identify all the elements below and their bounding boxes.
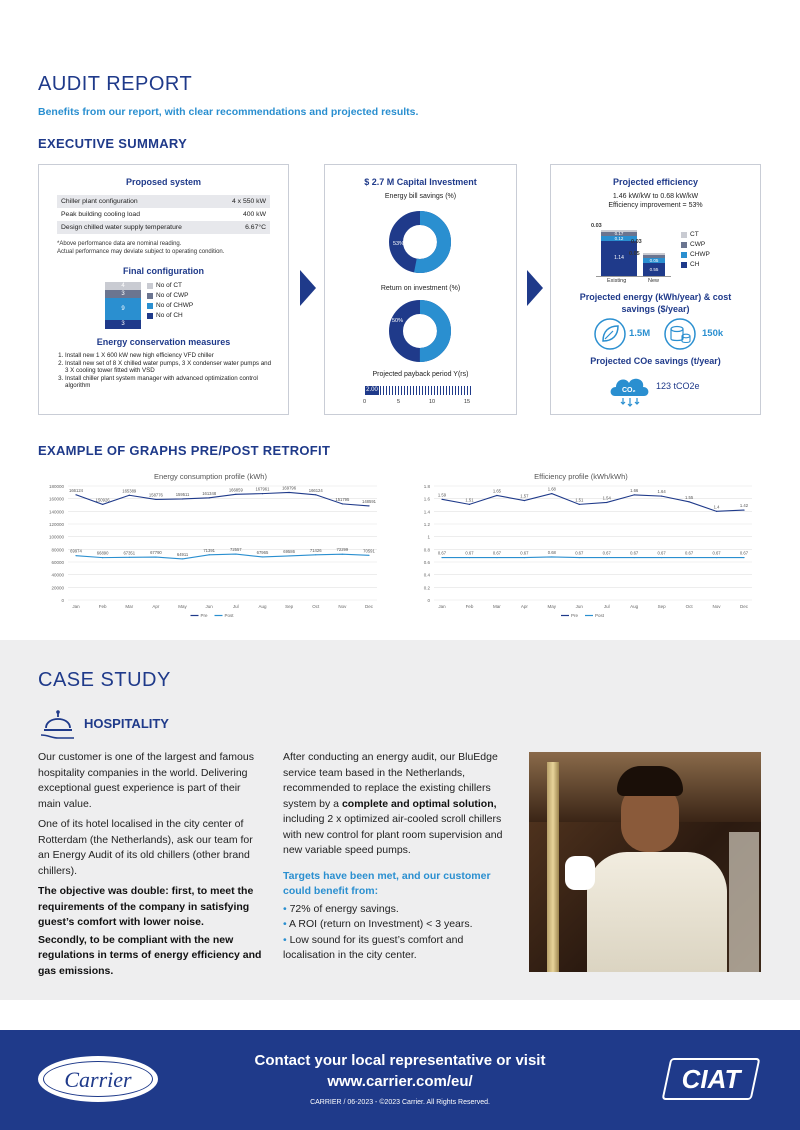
x-tick-label: Jun	[575, 604, 583, 609]
data-point	[441, 499, 442, 500]
x-tick-label: Jan	[72, 604, 80, 609]
data-point	[469, 557, 470, 558]
targets-list	[283, 902, 515, 964]
legend-item: CT	[681, 231, 710, 238]
data-point	[368, 555, 369, 556]
y-tick-label: 0	[61, 598, 64, 603]
data-point	[235, 553, 236, 554]
legend-item: CHWP	[681, 251, 710, 258]
data-label: 1.57	[520, 493, 529, 499]
list-item: • 72% of energy savings.	[283, 902, 515, 918]
ecm-item: 1. Install new 1 X 600 kW new high efficiency VFD chiller	[65, 352, 274, 360]
stack-cwp: 3	[105, 290, 141, 298]
data-label: 66890	[96, 550, 109, 556]
legend-label: Post	[595, 613, 605, 618]
y-tick-label: 0.6	[423, 560, 430, 565]
data-label: 67790	[150, 550, 162, 556]
data-point	[155, 556, 156, 557]
targets-heading: Targets have been met, and our customer could benefit from:	[283, 869, 491, 897]
legend-item: CWP	[681, 241, 710, 248]
axis-line	[596, 276, 671, 277]
arrow-right-icon	[527, 270, 543, 306]
efficiency-line2: Efficiency improvement = 53%	[608, 202, 703, 209]
energy-consumption-chart	[38, 470, 383, 622]
data-point	[342, 503, 343, 504]
data-point	[688, 501, 689, 502]
data-label: 70591	[363, 548, 375, 554]
data-point	[235, 494, 236, 495]
y-tick-label: 40000	[51, 572, 64, 578]
x-tick-label: Nov	[338, 604, 347, 609]
case-paragraph: One of its hotel localised in the city center of Rotterdam (the Netherlands), ask our team for an Energy Audit of its old chillers (other brand chillers).	[38, 818, 253, 877]
case-paragraph: Our customer is one of the largest and famous hospitality companies in the world. Delivering exceptional guest experience is part of their main value.	[38, 751, 254, 810]
payback-label: Projected payback period Y(rs)	[372, 371, 469, 378]
coins-icon	[663, 317, 697, 351]
investment-panel	[324, 164, 517, 415]
data-label: 72299	[336, 547, 349, 553]
y-tick-label: 0.8	[423, 547, 430, 553]
data-point	[743, 509, 744, 510]
y-tick-label: 1.8	[423, 484, 430, 489]
data-label: 64911	[176, 551, 189, 557]
series-line-pre	[76, 492, 369, 505]
data-point	[129, 495, 130, 496]
x-tick-label: Feb	[98, 604, 107, 609]
data-point	[182, 498, 183, 499]
new-label: New	[648, 278, 660, 284]
spec-row: Design chilled water supply temperature 6.67°C	[57, 221, 270, 234]
performance-note: *Above performance data are nominal reading. Actual performance may deviate subject to operating condition.	[57, 241, 225, 255]
proposed-system-title: Proposed system	[125, 177, 202, 187]
data-label: 1.64	[657, 489, 666, 495]
data-label: 1.66	[630, 487, 639, 493]
x-tick-label: Sep	[657, 604, 666, 609]
data-label: 0.67	[739, 550, 749, 556]
data-label: 161348	[202, 490, 217, 496]
data-point	[315, 554, 316, 555]
y-tick-label: 1.6	[423, 496, 430, 502]
y-tick-label: 80000	[51, 547, 64, 553]
bar-cwp: 0.17	[601, 232, 637, 236]
data-label: 1.68	[547, 486, 556, 492]
data-label: 1.65	[492, 488, 501, 494]
x-tick-label: Apr	[520, 604, 528, 609]
data-label: 0.68	[547, 549, 556, 555]
data-point	[551, 556, 552, 557]
efficiency-panel	[550, 164, 761, 415]
x-tick-label: Dec	[364, 604, 374, 609]
case-study-title: CASE STUDY	[38, 669, 171, 691]
data-point	[606, 502, 607, 503]
data-label: 165389	[122, 488, 137, 494]
ecm-item: 2. Install new set of 8 X chilled water pumps, 3 X condenser water pumps and 3 X cooling tower fitted with VSD	[65, 360, 274, 375]
data-point	[661, 557, 662, 558]
energy-savings-title: Projected energy (kWh/year) & cost savings ($/year)	[579, 292, 732, 314]
data-point	[661, 496, 662, 497]
data-point	[634, 494, 635, 495]
efficiency-profile-chart	[404, 470, 758, 622]
y-tick-label: 0.4	[423, 572, 430, 578]
data-label: 0.67	[520, 550, 529, 556]
data-point	[716, 511, 717, 512]
footer-website-link[interactable]: www.carrier.com/eu/	[327, 1073, 473, 1090]
data-label: 0.67	[685, 550, 694, 556]
payback-tick: 15	[464, 399, 471, 405]
data-point	[262, 556, 263, 557]
legend-item: CH	[681, 261, 710, 268]
energy-savings-value: 1.5M	[629, 328, 651, 339]
data-label: 0.67	[437, 550, 447, 556]
x-tick-label: May	[178, 604, 187, 609]
data-label: 71426	[309, 547, 322, 553]
data-label: 0.67	[712, 550, 721, 556]
data-point	[209, 497, 210, 498]
data-point	[288, 492, 289, 493]
data-label: 71391	[203, 547, 216, 553]
energy-icon	[593, 317, 627, 351]
y-tick-label: 180000	[48, 484, 64, 489]
x-tick-label: Jul	[232, 604, 239, 609]
data-label: 0.67	[465, 550, 474, 556]
arrow-right-icon	[300, 270, 316, 306]
data-point	[716, 557, 717, 558]
series-line-post	[442, 557, 744, 558]
series-line-pre	[442, 494, 744, 512]
chart-title: Energy consumption profile (kWh)	[154, 472, 267, 481]
data-label: 0.67	[575, 550, 584, 556]
data-point	[441, 557, 442, 558]
legend-label: Pre	[571, 613, 579, 618]
data-point	[75, 555, 76, 556]
y-tick-label: 140000	[48, 509, 64, 515]
data-point	[102, 557, 103, 558]
payback-bar-fill: 2.00	[366, 387, 378, 393]
page-subtitle: Benefits from our report, with clear recommendations and projected results.	[38, 106, 419, 118]
cost-savings-value: 150k	[702, 328, 724, 339]
x-tick-label: May	[547, 604, 557, 609]
ciat-logo: CIAT	[662, 1054, 760, 1104]
spec-row: Peak building cooling load 400 kW	[61, 211, 266, 218]
final-config-title: Final configuration	[123, 266, 204, 276]
data-point	[579, 557, 580, 558]
data-point	[743, 557, 744, 558]
y-tick-label: 1.2	[423, 522, 430, 527]
footer	[0, 1030, 800, 1130]
roi-value: 50%	[392, 318, 404, 324]
hotel-staff-photo	[529, 752, 761, 972]
final-config-legend	[147, 282, 193, 329]
legend-label: Post	[224, 613, 234, 618]
x-tick-label: Sep	[285, 604, 294, 609]
list-item: • A ROI (return on Investment) < 3 years.	[283, 917, 515, 933]
ecm-title: Energy conservation measures	[96, 337, 231, 347]
data-label: 69586	[283, 548, 295, 554]
data-point	[288, 555, 289, 556]
x-tick-label: Feb	[465, 604, 474, 609]
x-tick-label: Oct	[312, 604, 320, 609]
stack-ch: 3	[105, 320, 141, 329]
data-point	[551, 493, 552, 494]
y-tick-label: 160000	[48, 496, 64, 502]
data-label: 72557	[229, 547, 242, 553]
data-label: 69974	[70, 548, 82, 554]
x-tick-label: Jan	[438, 604, 446, 609]
efficiency-line1: 1.46 kW/kW to 0.68 kW/kW	[612, 193, 699, 200]
final-config-chart	[105, 282, 288, 329]
stack-ct: 4	[105, 282, 141, 290]
bar-ch: 0.55	[643, 263, 665, 276]
footer-contact-line: Contact your local representative or visit	[254, 1052, 546, 1069]
data-label: 166124	[69, 487, 83, 493]
data-label: 1.51	[465, 497, 474, 503]
data-label: 158776	[148, 492, 163, 498]
data-point	[469, 504, 470, 505]
data-label: 1.54	[602, 495, 611, 501]
new-bar	[643, 253, 665, 276]
co2-cloud-icon	[607, 370, 653, 408]
x-tick-label: Mar	[125, 604, 134, 609]
x-tick-label: Aug	[630, 604, 639, 609]
data-point	[129, 557, 130, 558]
data-point	[606, 557, 607, 558]
y-tick-label: 0.2	[423, 585, 430, 591]
case-paragraph: The objective was double: first, to meet the requirements of the company in satisfying guest’s comfort with lower noise.	[38, 885, 254, 928]
bar-chwp: 0.12	[601, 236, 637, 241]
spec-row: Chiller plant configuration 4 x 550 kW	[57, 195, 270, 208]
data-label: 0.67	[630, 550, 639, 556]
co2-value: 123 tCO2e	[656, 381, 700, 391]
chart-title: Efficiency profile (kWh/kWh)	[534, 472, 628, 481]
bill-savings-donut	[387, 209, 453, 275]
graphs-heading: EXAMPLE OF GRAPHS PRE/POST RETROFIT	[38, 443, 331, 458]
data-label: 148591	[362, 498, 376, 504]
bill-savings-value: 53%	[393, 241, 405, 247]
spec-table	[57, 195, 270, 234]
data-point	[496, 495, 497, 496]
data-label: 166859	[228, 487, 243, 493]
data-label: 169796	[282, 485, 297, 491]
y-tick-label: 120000	[48, 522, 64, 527]
data-point	[368, 505, 369, 506]
data-point	[315, 494, 316, 495]
x-tick-label: Jun	[205, 604, 213, 609]
final-config-stack	[105, 282, 141, 329]
data-label: 0.67	[492, 550, 501, 556]
y-tick-label: 1.4	[423, 509, 430, 515]
data-label: 159511	[175, 491, 190, 497]
new-cwp-label: 0.05	[629, 251, 640, 257]
x-tick-label: Apr	[152, 604, 160, 609]
data-label: 67351	[123, 550, 136, 556]
data-point	[634, 557, 635, 558]
x-tick-label: Oct	[685, 604, 693, 609]
data-label: 1.55	[685, 494, 694, 500]
data-point	[524, 500, 525, 501]
data-label: 150926	[95, 497, 110, 503]
case-paragraph: After conducting an energy audit, our BluEdge service team based in the Netherlands, recommended to replace the existing chillers system by a complete and optimal solution, including 2 x optimized air-cooled scroll chillers with new control for plant room supervision and new variable speed pumps.	[283, 751, 503, 856]
carrier-logo: Carrier	[38, 1056, 158, 1102]
ecm-list	[65, 352, 274, 390]
legend-item: No of CHWP	[147, 302, 193, 309]
data-label: 1.59	[437, 492, 447, 498]
investment-title: $ 2.7 M Capital Investment	[364, 177, 477, 187]
case-paragraph: Secondly, to be compliant with the new regulations in terms of energy efficiency and gas emissions.	[38, 933, 262, 977]
data-label: 1.4	[713, 504, 720, 510]
ecm-item: 3. Install chiller plant system manager with advanced optimization control algorithm	[65, 375, 274, 390]
bar-chwp: 0.05	[643, 258, 665, 263]
x-tick-label: Jul	[603, 604, 610, 609]
efficiency-title: Projected efficiency	[612, 177, 699, 187]
data-point	[209, 554, 210, 555]
existing-ct-label: 0.03	[591, 223, 602, 229]
proposed-system-panel	[38, 164, 289, 415]
new-ct-label: 0.03	[631, 239, 642, 245]
existing-label: Existing	[607, 278, 627, 284]
page-title: AUDIT REPORT	[38, 73, 193, 95]
bar-ch: 1.14	[601, 241, 637, 276]
data-point	[496, 557, 497, 558]
y-tick-label: 100000	[48, 534, 64, 540]
payback-tick: 5	[397, 399, 401, 405]
y-tick-label: 0	[427, 598, 430, 603]
data-label: 167961	[255, 486, 270, 492]
y-tick-label: 20000	[51, 585, 64, 591]
case-column-1	[38, 750, 263, 979]
x-tick-label: Nov	[712, 604, 721, 609]
case-category: HOSPITALITY	[84, 716, 169, 731]
payback-tick: 10	[429, 399, 436, 405]
svg-text:CO₂: CO₂	[622, 387, 636, 394]
y-tick-label: 1	[427, 534, 430, 540]
x-tick-label: Dec	[739, 604, 749, 609]
executive-summary-heading: EXECUTIVE SUMMARY	[38, 136, 188, 151]
bill-savings-label: Energy bill savings (%)	[384, 193, 457, 200]
data-point	[182, 558, 183, 559]
data-label: 1.51	[575, 497, 584, 503]
data-point	[342, 554, 343, 555]
legend-label: Pre	[200, 613, 208, 618]
data-label: 151795	[335, 496, 350, 502]
payback-bar-track	[365, 386, 471, 395]
roi-label: Return on investment (%)	[380, 285, 461, 292]
data-label: 67965	[256, 549, 269, 555]
legend-item: No of CT	[147, 282, 193, 289]
legend-item: No of CH	[147, 312, 193, 319]
data-label: 0.67	[602, 550, 611, 556]
data-point	[155, 499, 156, 500]
data-label: 166124	[308, 487, 323, 493]
co2-title: Projected COe savings (t/year)	[590, 356, 721, 366]
data-point	[579, 504, 580, 505]
footer-copyright: CARRIER / 06-2023 - ©2023 Carrier. All Rights Reserved.	[310, 1099, 490, 1106]
data-point	[524, 557, 525, 558]
case-column-2	[283, 750, 515, 964]
stack-chwp: 9	[105, 298, 141, 320]
cloche-icon	[38, 700, 78, 740]
list-item: • Low sound for its guest’s comfort and localisation in the city center.	[283, 933, 515, 964]
y-tick-label: 60000	[51, 560, 64, 565]
legend-item: No of CWP	[147, 292, 193, 299]
efficiency-legend	[681, 231, 710, 271]
data-point	[262, 493, 263, 494]
data-label: 0.67	[657, 550, 666, 556]
payback-tick: 0	[363, 399, 367, 405]
data-point	[688, 557, 689, 558]
data-point	[75, 494, 76, 495]
x-tick-label: Mar	[493, 604, 501, 609]
data-label: 1.42	[739, 503, 749, 509]
x-tick-label: Aug	[258, 604, 267, 609]
roi-donut	[387, 298, 453, 364]
data-point	[102, 504, 103, 505]
